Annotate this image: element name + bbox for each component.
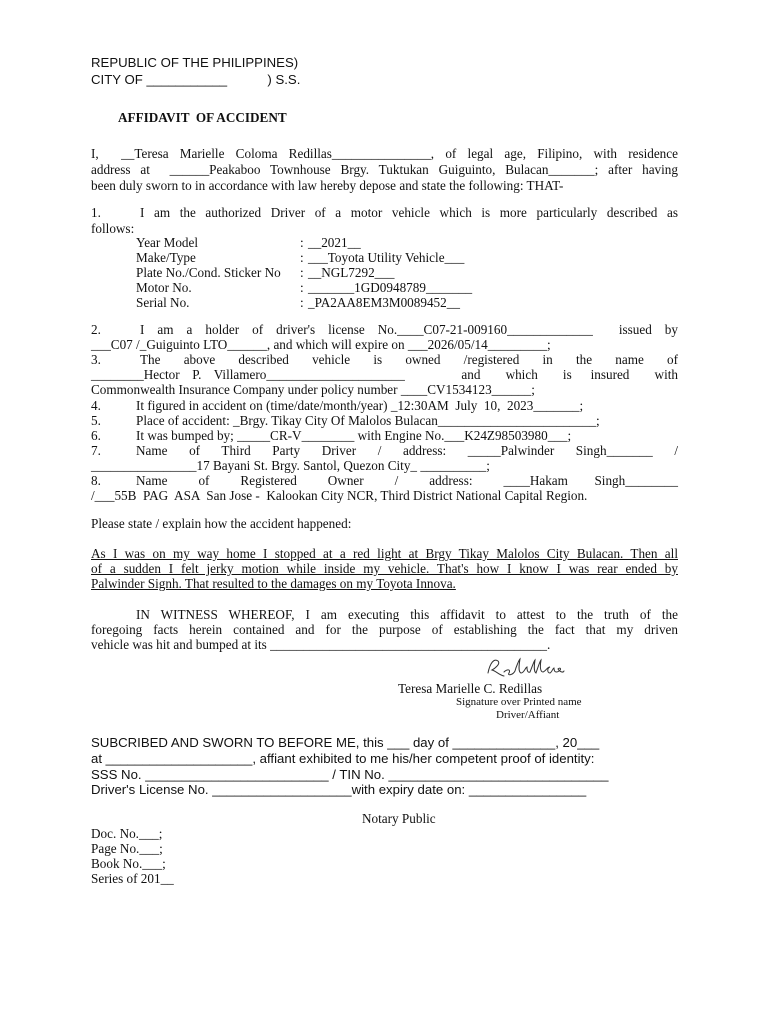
book-no: Book No.___;: [91, 856, 166, 871]
explain-line-1: As I was on my way home I stopped at a red light at Brgy Tikay Malolos City Bulacan. Then all: [91, 546, 678, 561]
item-5-text: Place of accident: _Brgy. Tikay City Of Malolos Bulacan________________________;: [136, 413, 600, 428]
item-number: 1.: [91, 205, 101, 220]
explain-line-2: of a sudden I felt jerky motion while inside my vehicle. That's how I know I was rear ended by: [91, 561, 678, 576]
item-6-text: It was bumped by; _____CR-V________ with Engine No.___K24Z98503980___;: [136, 428, 572, 443]
item-3-line-2: ________Hector P. Villamero_____________________ and which is insured with: [91, 367, 678, 382]
field-label: Plate No./Cond. Sticker No: [136, 265, 281, 280]
item-8-line-1: Name of Registered Owner / address: ____Hakam Singh________: [136, 473, 678, 488]
explain-prompt: Please state / explain how the accident happened:: [91, 516, 352, 531]
jurat-line-2: at ____________________, affiant exhibited to me his/her competent proof of identity:: [91, 751, 595, 766]
item-number: 7.: [91, 443, 101, 458]
doc-no: Doc. No.___;: [91, 826, 163, 841]
field-colon: :: [300, 265, 304, 280]
item-7-line-2: ________________17 Bayani St. Brgy. Santol, Quezon City_ __________;: [91, 458, 490, 473]
field-label: Motor No.: [136, 280, 192, 295]
field-value: __2021__: [308, 235, 361, 250]
intro-line-2: address at ______Peakaboo Townhouse Brgy. Tuktukan Guiguinto, Bulacan_______; after having: [91, 162, 678, 177]
document-title: AFFIDAVIT OF ACCIDENT: [118, 110, 287, 125]
item-7-line-1: Name of Third Party Driver / address: _____Palwinder Singh_______ /: [136, 443, 678, 458]
field-value: _PA2AA8EM3M0089452__: [308, 295, 460, 310]
explain-line-3: Palwinder Signh. That resulted to the damages on my Toyota Innova.: [91, 576, 456, 591]
field-value: _______1GD0948789_______: [308, 280, 473, 295]
intro-line-1: I, __Teresa Marielle Coloma Redillas_______________, of legal age, Filipino, with residence: [91, 146, 678, 161]
item-3-line-1: The above described vehicle is owned /registered in the name of: [140, 352, 678, 367]
item-1-line-1: I am the authorized Driver of a motor vehicle which is more particularly described as: [140, 205, 678, 220]
witness-line-3: vehicle was hit and bumped at its __________________________________________.: [91, 637, 551, 652]
signature-caption: Signature over Printed name: [456, 696, 582, 708]
field-label: Make/Type: [136, 250, 196, 265]
field-label: Year Model: [136, 235, 199, 250]
item-number: 8.: [91, 473, 101, 488]
notary-title: Notary Public: [362, 811, 436, 826]
item-1-line-2: follows:: [91, 221, 135, 236]
item-3-line-3: Commonwealth Insurance Company under policy number ____CV1534123______;: [91, 382, 535, 397]
item-8-line-2: /___55B PAG ASA San Jose - Kalookan City NCR, Third District National Capital Region.: [91, 488, 588, 503]
field-colon: :: [300, 250, 304, 265]
affiant-name: Teresa Marielle C. Redillas: [398, 681, 543, 696]
intro-line-3: been duly sworn to in accordance with law hereby depose and state the following: THAT-: [91, 178, 564, 193]
item-4-text: It figured in accident on (time/date/month/year) _12:30AM July 10, 2023_______;: [136, 398, 584, 413]
field-colon: :: [300, 280, 304, 295]
jurat-line-3: SSS No. _________________________ / TIN No. ______________________________: [91, 767, 609, 782]
affiant-caption: Driver/Affiant: [496, 709, 560, 721]
item-number: 6.: [91, 428, 101, 443]
republic-header: REPUBLIC OF THE PHILIPPINES): [91, 55, 299, 70]
field-value: ___Toyota Utility Vehicle___: [308, 250, 465, 265]
field-colon: :: [300, 235, 304, 250]
series-of: Series of 201__: [91, 871, 174, 886]
page-no: Page No.___;: [91, 841, 163, 856]
jurat-line-4: Driver's License No. ___________________with expiry date on: ________________: [91, 782, 587, 797]
item-number: 4.: [91, 398, 101, 413]
handwritten-signature: [484, 655, 566, 681]
field-value: __NGL7292___: [308, 265, 395, 280]
item-2-line-2: ___C07 /_Guiguinto LTO______, and which will expire on ___2026/05/14_________;: [91, 337, 551, 352]
witness-line-2: foregoing facts herein contained and for the purpose of establishing the fact that my driven: [91, 622, 678, 637]
field-label: Serial No.: [136, 295, 190, 310]
item-number: 2.: [91, 322, 101, 337]
jurat-line-1: SUBCRIBED AND SWORN TO BEFORE ME, this ___ day of ______________, 20___: [91, 735, 600, 750]
item-2-line-1: I am a holder of driver's license No.____C07-21-009160_____________ issued by: [140, 322, 678, 337]
witness-line-1: IN WITNESS WHEREOF, I am executing this affidavit to attest to the truth of the: [136, 607, 678, 622]
field-colon: :: [300, 295, 304, 310]
item-number: 5.: [91, 413, 101, 428]
item-number: 3.: [91, 352, 101, 367]
city-header: CITY OF ___________ ) S.S.: [91, 72, 301, 87]
